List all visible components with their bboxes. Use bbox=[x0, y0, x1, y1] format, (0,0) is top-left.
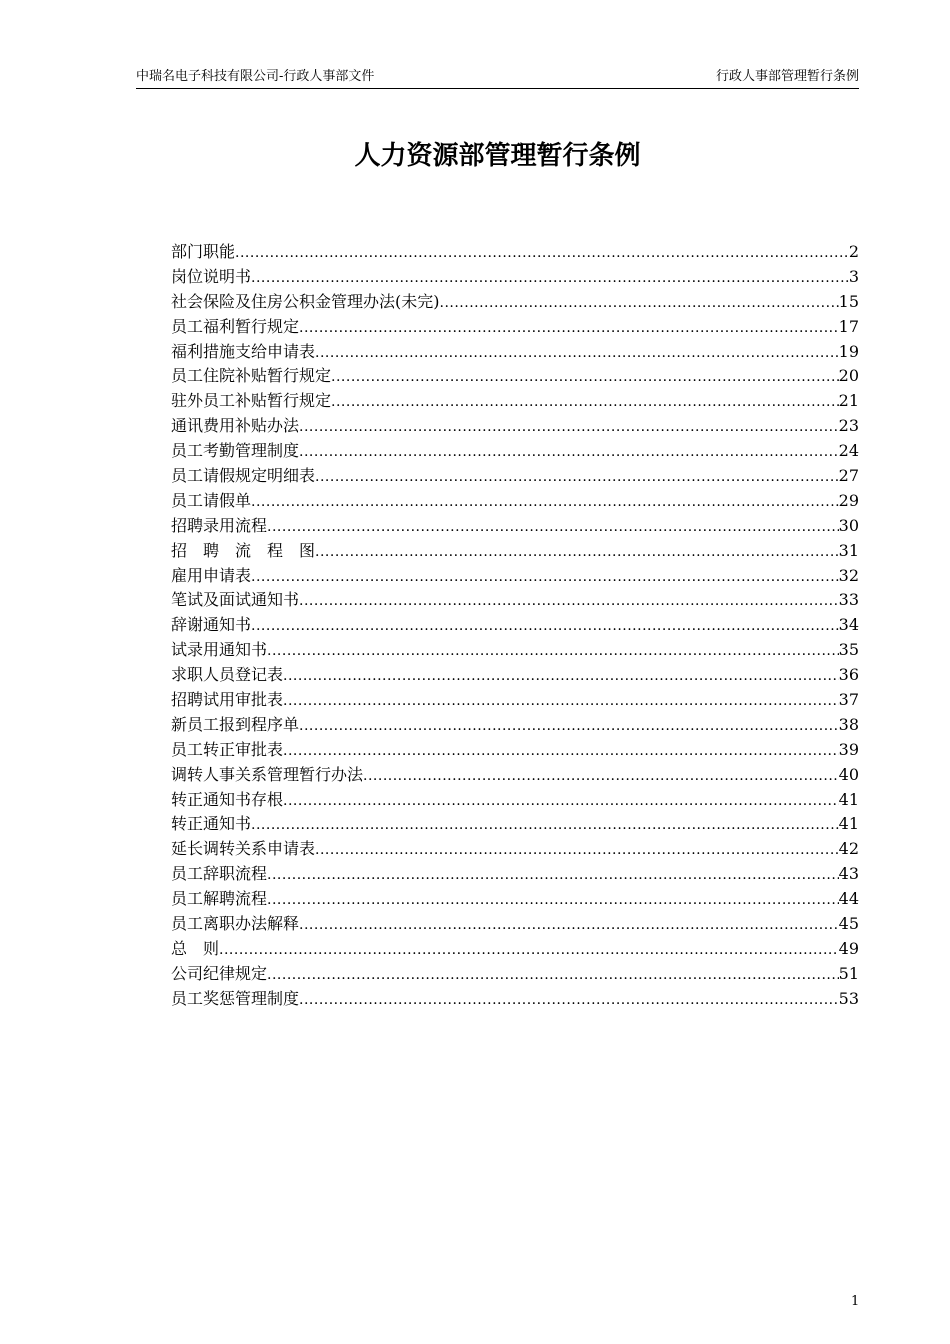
toc-entry-title[interactable]: 员工福利暂行规定 bbox=[171, 316, 300, 336]
toc-entry[interactable] bbox=[171, 912, 859, 937]
toc-entry-title[interactable]: 公司纪律规定 bbox=[171, 963, 268, 983]
toc-entry-page[interactable]: 36 bbox=[838, 665, 859, 685]
toc-entry-title[interactable]: 通讯费用补贴办法 bbox=[171, 416, 300, 436]
toc-entry-page[interactable]: 20 bbox=[838, 366, 859, 386]
toc-dot-leader bbox=[251, 614, 839, 638]
toc-dot-leader bbox=[283, 664, 839, 688]
toc-entry-title[interactable]: 招 聘 流 程 图 bbox=[171, 540, 316, 560]
toc-entry-page[interactable]: 45 bbox=[838, 914, 859, 934]
toc-entry[interactable] bbox=[171, 788, 859, 813]
toc-entry[interactable] bbox=[171, 738, 859, 763]
toc-entry[interactable] bbox=[171, 887, 859, 912]
toc-entry-title[interactable]: 福利措施支给申请表 bbox=[171, 341, 316, 361]
toc-dot-leader bbox=[283, 789, 839, 813]
document-title: 人力资源部管理暂行条例 bbox=[354, 141, 641, 171]
toc-entry-title[interactable]: 调转人事关系管理暂行办法 bbox=[171, 764, 364, 784]
toc-entry-page[interactable]: 2 bbox=[848, 242, 859, 261]
toc-entry-page[interactable]: 34 bbox=[838, 615, 859, 635]
toc-entry-title[interactable]: 员工辞职流程 bbox=[171, 864, 268, 884]
toc-entry-title[interactable]: 总 则 bbox=[171, 938, 220, 958]
toc-dot-leader bbox=[219, 938, 839, 962]
toc-entry[interactable] bbox=[171, 514, 859, 539]
toc-entry-page[interactable]: 51 bbox=[838, 963, 859, 983]
toc-entry[interactable] bbox=[171, 937, 859, 962]
toc-dot-leader bbox=[267, 515, 839, 539]
toc-dot-leader bbox=[283, 689, 839, 713]
toc-entry-title[interactable]: 延长调转关系申请表 bbox=[171, 839, 316, 859]
toc-dot-leader bbox=[251, 266, 849, 290]
toc-entry-page[interactable]: 15 bbox=[838, 291, 859, 311]
toc-dot-leader bbox=[267, 639, 839, 663]
toc-entry-page[interactable]: 24 bbox=[838, 441, 859, 461]
toc-entry-page[interactable]: 19 bbox=[838, 341, 859, 361]
header-document-text: 行政人事部管理暂行条例 bbox=[715, 69, 859, 84]
toc-entry[interactable] bbox=[171, 588, 859, 613]
toc-dot-leader bbox=[283, 739, 839, 763]
toc-dot-leader bbox=[331, 365, 839, 389]
toc-entry[interactable] bbox=[171, 564, 859, 589]
toc-entry-title[interactable]: 招聘试用审批表 bbox=[171, 690, 284, 710]
toc-dot-leader bbox=[267, 863, 839, 887]
toc-dot-leader bbox=[267, 888, 839, 912]
toc-dot-leader bbox=[299, 316, 839, 340]
toc-entry-page[interactable]: 42 bbox=[838, 839, 859, 859]
toc-entry-page[interactable]: 41 bbox=[838, 814, 859, 834]
toc-dot-leader bbox=[299, 589, 839, 613]
toc-entry-title[interactable]: 员工请假规定明细表 bbox=[171, 466, 316, 486]
toc-dot-leader bbox=[251, 565, 839, 589]
toc-entry-title[interactable]: 新员工报到程序单 bbox=[171, 714, 300, 734]
table-of-contents bbox=[171, 240, 859, 1012]
toc-entry-page[interactable]: 44 bbox=[838, 889, 859, 909]
toc-entry-title[interactable]: 员工请假单 bbox=[171, 490, 252, 510]
toc-dot-leader bbox=[299, 714, 839, 738]
toc-entry-title[interactable]: 员工住院补贴暂行规定 bbox=[171, 366, 332, 386]
toc-entry-page[interactable]: 37 bbox=[838, 690, 859, 710]
toc-entry[interactable] bbox=[171, 713, 859, 738]
toc-entry[interactable] bbox=[171, 489, 859, 514]
toc-entry-title[interactable]: 转正通知书 bbox=[171, 814, 252, 834]
toc-entry-page[interactable]: 29 bbox=[838, 490, 859, 510]
toc-entry-title[interactable]: 员工奖惩管理制度 bbox=[171, 988, 300, 1008]
toc-dot-leader bbox=[363, 764, 839, 788]
toc-entry[interactable] bbox=[171, 663, 859, 688]
toc-entry[interactable] bbox=[171, 265, 859, 290]
toc-entry[interactable] bbox=[171, 638, 859, 663]
toc-entry-title[interactable]: 岗位说明书 bbox=[171, 266, 252, 286]
toc-entry[interactable] bbox=[171, 862, 859, 887]
toc-entry-title[interactable]: 笔试及面试通知书 bbox=[171, 590, 300, 610]
toc-dot-leader bbox=[267, 963, 839, 987]
toc-entry-page[interactable]: 38 bbox=[838, 714, 859, 734]
toc-entry-page[interactable]: 40 bbox=[838, 764, 859, 784]
toc-entry-page[interactable]: 49 bbox=[838, 938, 859, 958]
toc-entry[interactable] bbox=[171, 763, 859, 788]
toc-entry-page[interactable]: 35 bbox=[838, 640, 859, 660]
toc-entry[interactable] bbox=[171, 290, 859, 315]
toc-entry[interactable] bbox=[171, 240, 859, 265]
toc-entry[interactable] bbox=[171, 812, 859, 837]
toc-entry-page[interactable]: 32 bbox=[838, 565, 859, 585]
toc-entry-page[interactable]: 23 bbox=[838, 416, 859, 436]
toc-dot-leader bbox=[299, 988, 839, 1012]
toc-entry-page[interactable]: 30 bbox=[838, 515, 859, 535]
header-company-text: 中瑞名电子科技有限公司-行政人事部文件 bbox=[136, 69, 375, 84]
toc-entry-title[interactable]: 雇用申请表 bbox=[171, 565, 252, 585]
toc-dot-leader bbox=[440, 291, 839, 315]
toc-entry-title[interactable]: 转正通知书存根 bbox=[171, 789, 284, 809]
toc-entry-page[interactable]: 17 bbox=[838, 316, 859, 336]
toc-dot-leader bbox=[315, 540, 839, 564]
toc-dot-leader bbox=[251, 490, 839, 514]
page-header bbox=[136, 68, 859, 89]
toc-entry-page[interactable]: 21 bbox=[838, 391, 859, 411]
toc-entry[interactable] bbox=[171, 464, 859, 489]
toc-entry-page[interactable]: 43 bbox=[838, 864, 859, 884]
toc-entry-title[interactable]: 招聘录用流程 bbox=[171, 515, 268, 535]
toc-dot-leader bbox=[299, 415, 839, 439]
page-number: 1 bbox=[851, 1294, 860, 1309]
toc-entry[interactable] bbox=[171, 364, 859, 389]
toc-entry[interactable] bbox=[171, 837, 859, 862]
toc-dot-leader bbox=[315, 838, 839, 862]
toc-entry-page[interactable]: 39 bbox=[838, 739, 859, 759]
toc-entry[interactable] bbox=[171, 539, 859, 564]
toc-entry[interactable] bbox=[171, 414, 859, 439]
toc-entry[interactable] bbox=[171, 962, 859, 987]
toc-entry-page[interactable]: 53 bbox=[838, 988, 859, 1008]
toc-entry-page[interactable]: 41 bbox=[838, 789, 859, 809]
toc-entry[interactable] bbox=[171, 439, 859, 464]
toc-entry-page[interactable]: 3 bbox=[848, 266, 859, 286]
toc-dot-leader bbox=[251, 813, 839, 837]
toc-dot-leader bbox=[315, 341, 839, 365]
toc-entry-title[interactable]: 部门职能 bbox=[171, 242, 236, 261]
toc-entry-title[interactable]: 试录用通知书 bbox=[171, 640, 268, 660]
toc-dot-leader bbox=[299, 913, 839, 937]
toc-entry[interactable] bbox=[171, 987, 859, 1012]
toc-entry-page[interactable]: 31 bbox=[838, 540, 859, 560]
toc-dot-leader bbox=[299, 440, 839, 464]
toc-entry-title[interactable]: 驻外员工补贴暂行规定 bbox=[171, 391, 332, 411]
toc-entry-title[interactable]: 求职人员登记表 bbox=[171, 665, 284, 685]
toc-entry[interactable] bbox=[171, 389, 859, 414]
toc-entry-title[interactable]: 员工解聘流程 bbox=[171, 889, 268, 909]
toc-entry-title[interactable]: 员工考勤管理制度 bbox=[171, 441, 300, 461]
toc-entry-page[interactable]: 33 bbox=[838, 590, 859, 610]
toc-entry-title[interactable]: 员工转正审批表 bbox=[171, 739, 284, 759]
toc-entry[interactable] bbox=[171, 613, 859, 638]
toc-entry[interactable] bbox=[171, 340, 859, 365]
toc-dot-leader bbox=[235, 241, 849, 265]
toc-entry-title[interactable]: 辞谢通知书 bbox=[171, 615, 252, 635]
toc-entry-title[interactable]: 社会保险及住房公积金管理办法(未完) bbox=[171, 291, 440, 311]
toc-entry[interactable] bbox=[171, 688, 859, 713]
toc-entry[interactable] bbox=[171, 315, 859, 340]
toc-dot-leader bbox=[331, 390, 839, 414]
toc-entry-page[interactable]: 27 bbox=[838, 466, 859, 486]
toc-dot-leader bbox=[315, 465, 839, 489]
toc-entry-title[interactable]: 员工离职办法解释 bbox=[171, 914, 300, 934]
